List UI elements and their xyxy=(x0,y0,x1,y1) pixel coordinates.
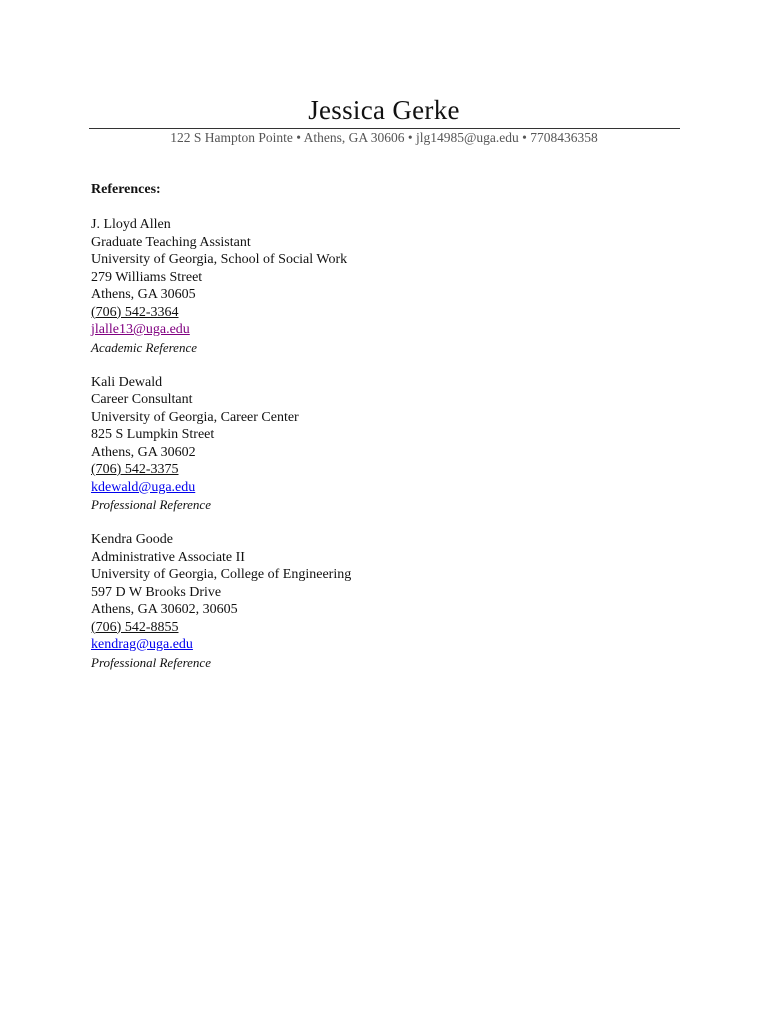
applicant-name: Jessica Gerke xyxy=(308,95,460,125)
reference-title: Administrative Associate II xyxy=(91,549,245,565)
reference-title: Graduate Teaching Assistant xyxy=(91,234,251,250)
reference-organization: University of Georgia, School of Social Work xyxy=(91,252,348,267)
references-heading: References: xyxy=(91,182,161,197)
reference-city: Athens, GA 30605 xyxy=(91,287,196,302)
reference-name: Kali Dewald xyxy=(91,374,163,390)
reference-name: Kendra Goode xyxy=(91,532,174,547)
reference-email-link[interactable]: kendrag@uga.edu xyxy=(91,637,193,652)
reference-type: Professional Reference xyxy=(91,497,211,512)
reference-email-link[interactable]: jlalle13@uga.edu xyxy=(91,322,190,337)
reference-organization: University of Georgia, Career Center xyxy=(91,409,299,425)
header-divider xyxy=(89,128,680,129)
reference-email-link[interactable]: kdewald@uga.edu xyxy=(91,479,196,495)
reference-city: Athens, GA 30602, 30605 xyxy=(91,602,238,617)
reference-street: 597 D W Brooks Drive xyxy=(91,584,222,600)
reference-title: Career Consultant xyxy=(91,392,193,407)
reference-city: Athens, GA 30602 xyxy=(91,444,196,460)
applicant-contact: 122 S Hampton Pointe • Athens, GA 30606 • jlg14985@uga.edu • 7708436358 xyxy=(170,130,598,145)
reference-phone-link[interactable]: (706) 542-3364 xyxy=(91,304,179,320)
reference-street: 825 S Lumpkin Street xyxy=(91,427,215,442)
reference-organization: University of Georgia, College of Engineering xyxy=(91,567,352,582)
reference-type: Professional Reference xyxy=(91,654,211,670)
references-section xyxy=(91,181,691,689)
reference-phone-link[interactable]: (706) 542-3375 xyxy=(91,462,179,477)
reference-entry xyxy=(91,531,691,671)
reference-entry xyxy=(91,374,691,514)
reference-entry xyxy=(91,216,691,356)
reference-street: 279 Williams Street xyxy=(91,269,203,285)
reference-name: J. Lloyd Allen xyxy=(91,217,171,232)
reference-phone-link[interactable]: (706) 542-8855 xyxy=(91,619,179,635)
reference-type: Academic Reference xyxy=(91,339,197,355)
